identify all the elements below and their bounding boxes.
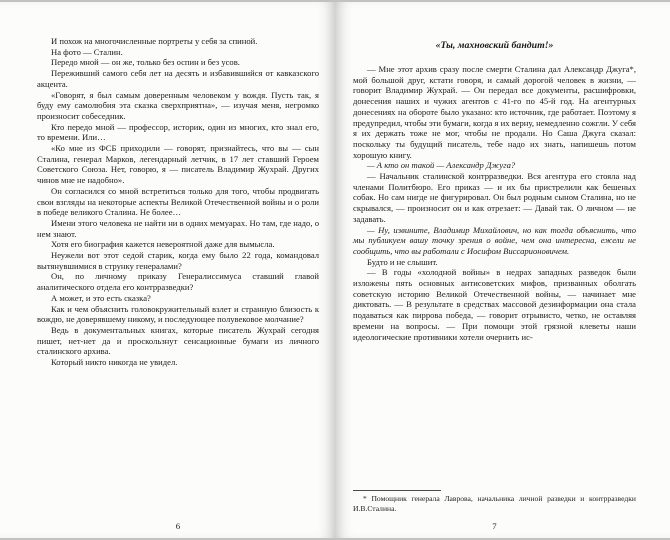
footnote-text: * Помощник генерала Лаврова, начальника личной разведки и контрразведки И.В.Сталина. [353, 494, 636, 513]
page-left-text [37, 36, 319, 368]
paragraph: — Мне этот архив сразу после смерти Сталина дал Александр Джуга*, мой большой друг, кстати говоря, и самый дорогой человек в жизни, — говорит Владимир Жухрай. — Он передал все документы, расшифровки, донесения наших и чужих агентов с 41-го по 45-й год. На агентурных донесениях на обороте было указано: кто источник, где работает. Поэтому я предупредил, чтобы эти бумаги, когда я их верну, немедленно сожгли. У себя я их держать тоже не мог, чтобы не продали. Но Саша Джуга сказал: поскольку ты будущий писатель, тебе надо их знать, напишешь потом хорошую книгу. [353, 64, 636, 160]
paragraph: Имени этого человека не найти ни в одних мемуарах. Но там, где надо, о нем знают. [37, 217, 319, 239]
paragraph: — Ну, извините, Владимир Михайлович, но как тогда объяснить, что мы публикуем вашу точку зрения о войне, чем она интересна, ежели не сообщить, что вы работали с Иосифом Виссарионовичем. [353, 224, 636, 256]
paragraph: Который никто никогда не увидел. [51, 357, 178, 368]
footnote-divider [353, 490, 441, 491]
paragraph: На фото — Сталин. [51, 46, 123, 57]
paragraph: А может, и это есть сказка? [51, 292, 151, 303]
page-number-left: 6 [175, 521, 181, 531]
paragraph: Хотя его биография кажется невероятной даже для вымысла. [51, 239, 275, 250]
paragraph: Кто передо мной — профессор, историк, один из многих, кто знал его, то времени. Или… [37, 121, 319, 143]
paragraph: «Ко мне из ФСБ приходили — говорят, признайтесь, что вы — сын Сталина, генерал Марков, легендарный летчик, в 17 лет ставший Героем Советского Союза. Нет, говорю, я — писатель Владимир Жухрай. Других чинов мне не надобно». [37, 143, 319, 186]
paragraph: Будто и не слышит. [367, 256, 438, 267]
footnote [353, 490, 636, 513]
paragraph: Неужели вот этот седой старик, когда ему было 22 года, командовал вытянувшимися в струнку генералами? [37, 250, 319, 271]
paragraph: Он согласился со мной встретиться только для того, чтобы продвигать свои взгляды на некоторые аспекты Великой Отечественной войны и о роли в победе великого Сталина. Не более… [37, 185, 319, 218]
page-right [335, 0, 670, 540]
page-number-right: 7 [492, 521, 497, 531]
paragraph: — В годы «холодной войны» в недрах западных разведок были изложены пять основных антисоветских мифов, призванных оболгать советскую историю Великой Отечественной войны, — начинает мне диктовать. — В результате в средствах массовой дезинформации она стала подаваться как пиррова победа, — говорит отрывисто, четко, не оставляя времени на вопросы. — При помощи этой грязной клеветы наши идеологические противники хотели очернить ис- [353, 267, 636, 342]
paragraph: — А кто он такой — Александр Джуга? [367, 160, 516, 171]
paragraph: — Начальник сталинской контрразведки. Вся агентура его стояла над членами Политбюро. Его приказ — и их бы пристрелили как бешеных собак. Но сам нигде не фигурировал. Он был родным сыном Сталина, но не скрывался, — произносит он и как отрезает: — Давай так. О личном — не задавать. [353, 171, 636, 224]
paragraph: Переживший самого себя лет на десять и избавившийся от кавказского акцента. [37, 68, 319, 89]
paragraph: Передо мной — он же, только без оспин и без усов. [51, 57, 240, 68]
paragraph: Он, по личному приказу Генералиссимуса ставший главой аналитического отдела его контрразведки? [37, 271, 319, 293]
paragraph: «Говорят, я был самым доверенным человеком у вождя. Пусть так, я буду ему самолюбия эта сказка сверхприятна», — изучая меня, негромко произносит собеседник. [37, 89, 319, 121]
paragraph: И похож на многочисленные портреты у себя за спиной. [51, 36, 258, 46]
page-right-text [353, 64, 636, 342]
chapter-title: «Ты, махновский бандит!» [435, 40, 554, 51]
paragraph: Ведь в документальных книгах, которые писатель Жухрай сегодня пишет, нет-нет да и проскользнут сенсационные бумаги из личного сталинского архива. [37, 324, 319, 357]
paragraph: Как и чем объяснить головокружительный взлет и странную близость к вождю, не доверявшему никому, и последующее полувековое молчание? [37, 303, 319, 325]
